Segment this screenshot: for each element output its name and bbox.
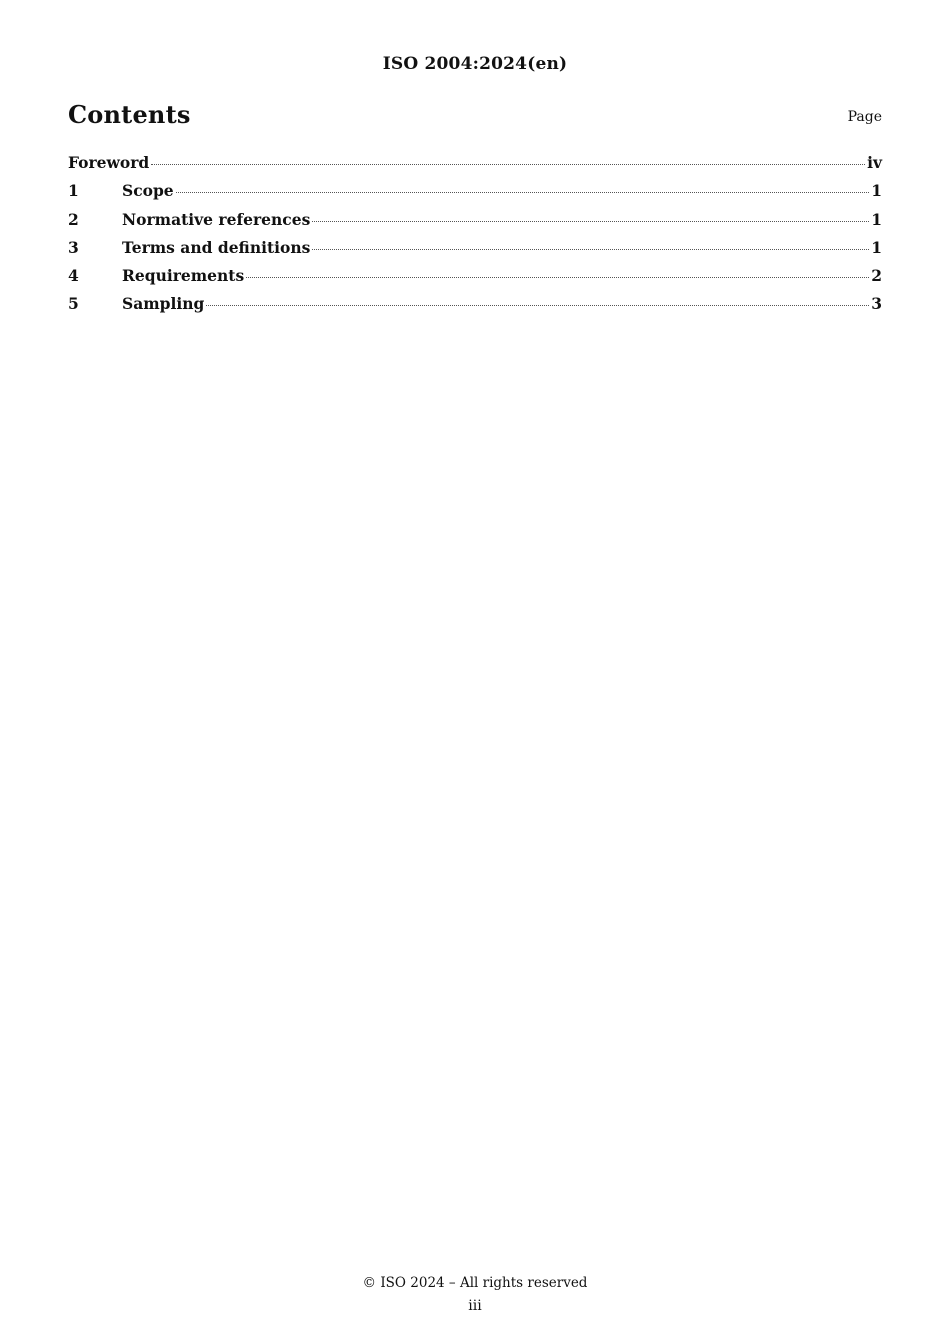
toc-dot-leader: [206, 305, 869, 306]
toc-entry-number: 5: [68, 294, 79, 314]
toc-dot-leader: [312, 249, 869, 250]
page-column-label: Page: [847, 109, 882, 125]
toc-entry-sampling[interactable]: [68, 294, 882, 322]
toc-entry-title[interactable]: Terms and definitions: [122, 237, 311, 257]
toc-entry-foreword[interactable]: [68, 153, 882, 181]
toc-entry-number: 1: [68, 181, 79, 201]
copyright-footer: © ISO 2024 – All rights reserved: [362, 1275, 588, 1291]
toc-entry-title[interactable]: Sampling: [122, 294, 205, 314]
document-header: ISO 2004:2024(en): [382, 54, 568, 74]
toc-entry-page[interactable]: 3: [871, 294, 882, 314]
toc-dot-leader: [151, 164, 865, 165]
toc-entry-normative-references[interactable]: [68, 210, 882, 238]
toc-entry-page[interactable]: 1: [871, 209, 882, 229]
toc-entry-scope[interactable]: [68, 181, 882, 209]
toc-entry-page[interactable]: iv: [867, 153, 882, 172]
toc-entry-number: 4: [68, 266, 79, 286]
table-of-contents: [68, 153, 882, 323]
toc-dot-leader: [312, 221, 869, 222]
toc-entry-title[interactable]: Normative references: [122, 209, 311, 229]
page-number: iii: [468, 1298, 482, 1314]
contents-title: Contents: [68, 100, 191, 129]
toc-entry-terms-and-definitions[interactable]: [68, 238, 882, 266]
toc-entry-number: 2: [68, 209, 79, 229]
toc-dot-leader: [246, 277, 869, 278]
contents-heading-row: [68, 100, 882, 134]
toc-entry-page[interactable]: 1: [871, 181, 882, 201]
toc-entry-title[interactable]: Requirements: [122, 266, 245, 286]
toc-entry-title[interactable]: Foreword: [68, 153, 150, 172]
toc-entry-title[interactable]: Scope: [122, 181, 174, 201]
toc-entry-number: 3: [68, 237, 79, 257]
toc-dot-leader: [176, 192, 870, 193]
toc-entry-requirements[interactable]: [68, 266, 882, 294]
toc-entry-page[interactable]: 2: [871, 266, 882, 286]
toc-entry-page[interactable]: 1: [871, 237, 882, 257]
